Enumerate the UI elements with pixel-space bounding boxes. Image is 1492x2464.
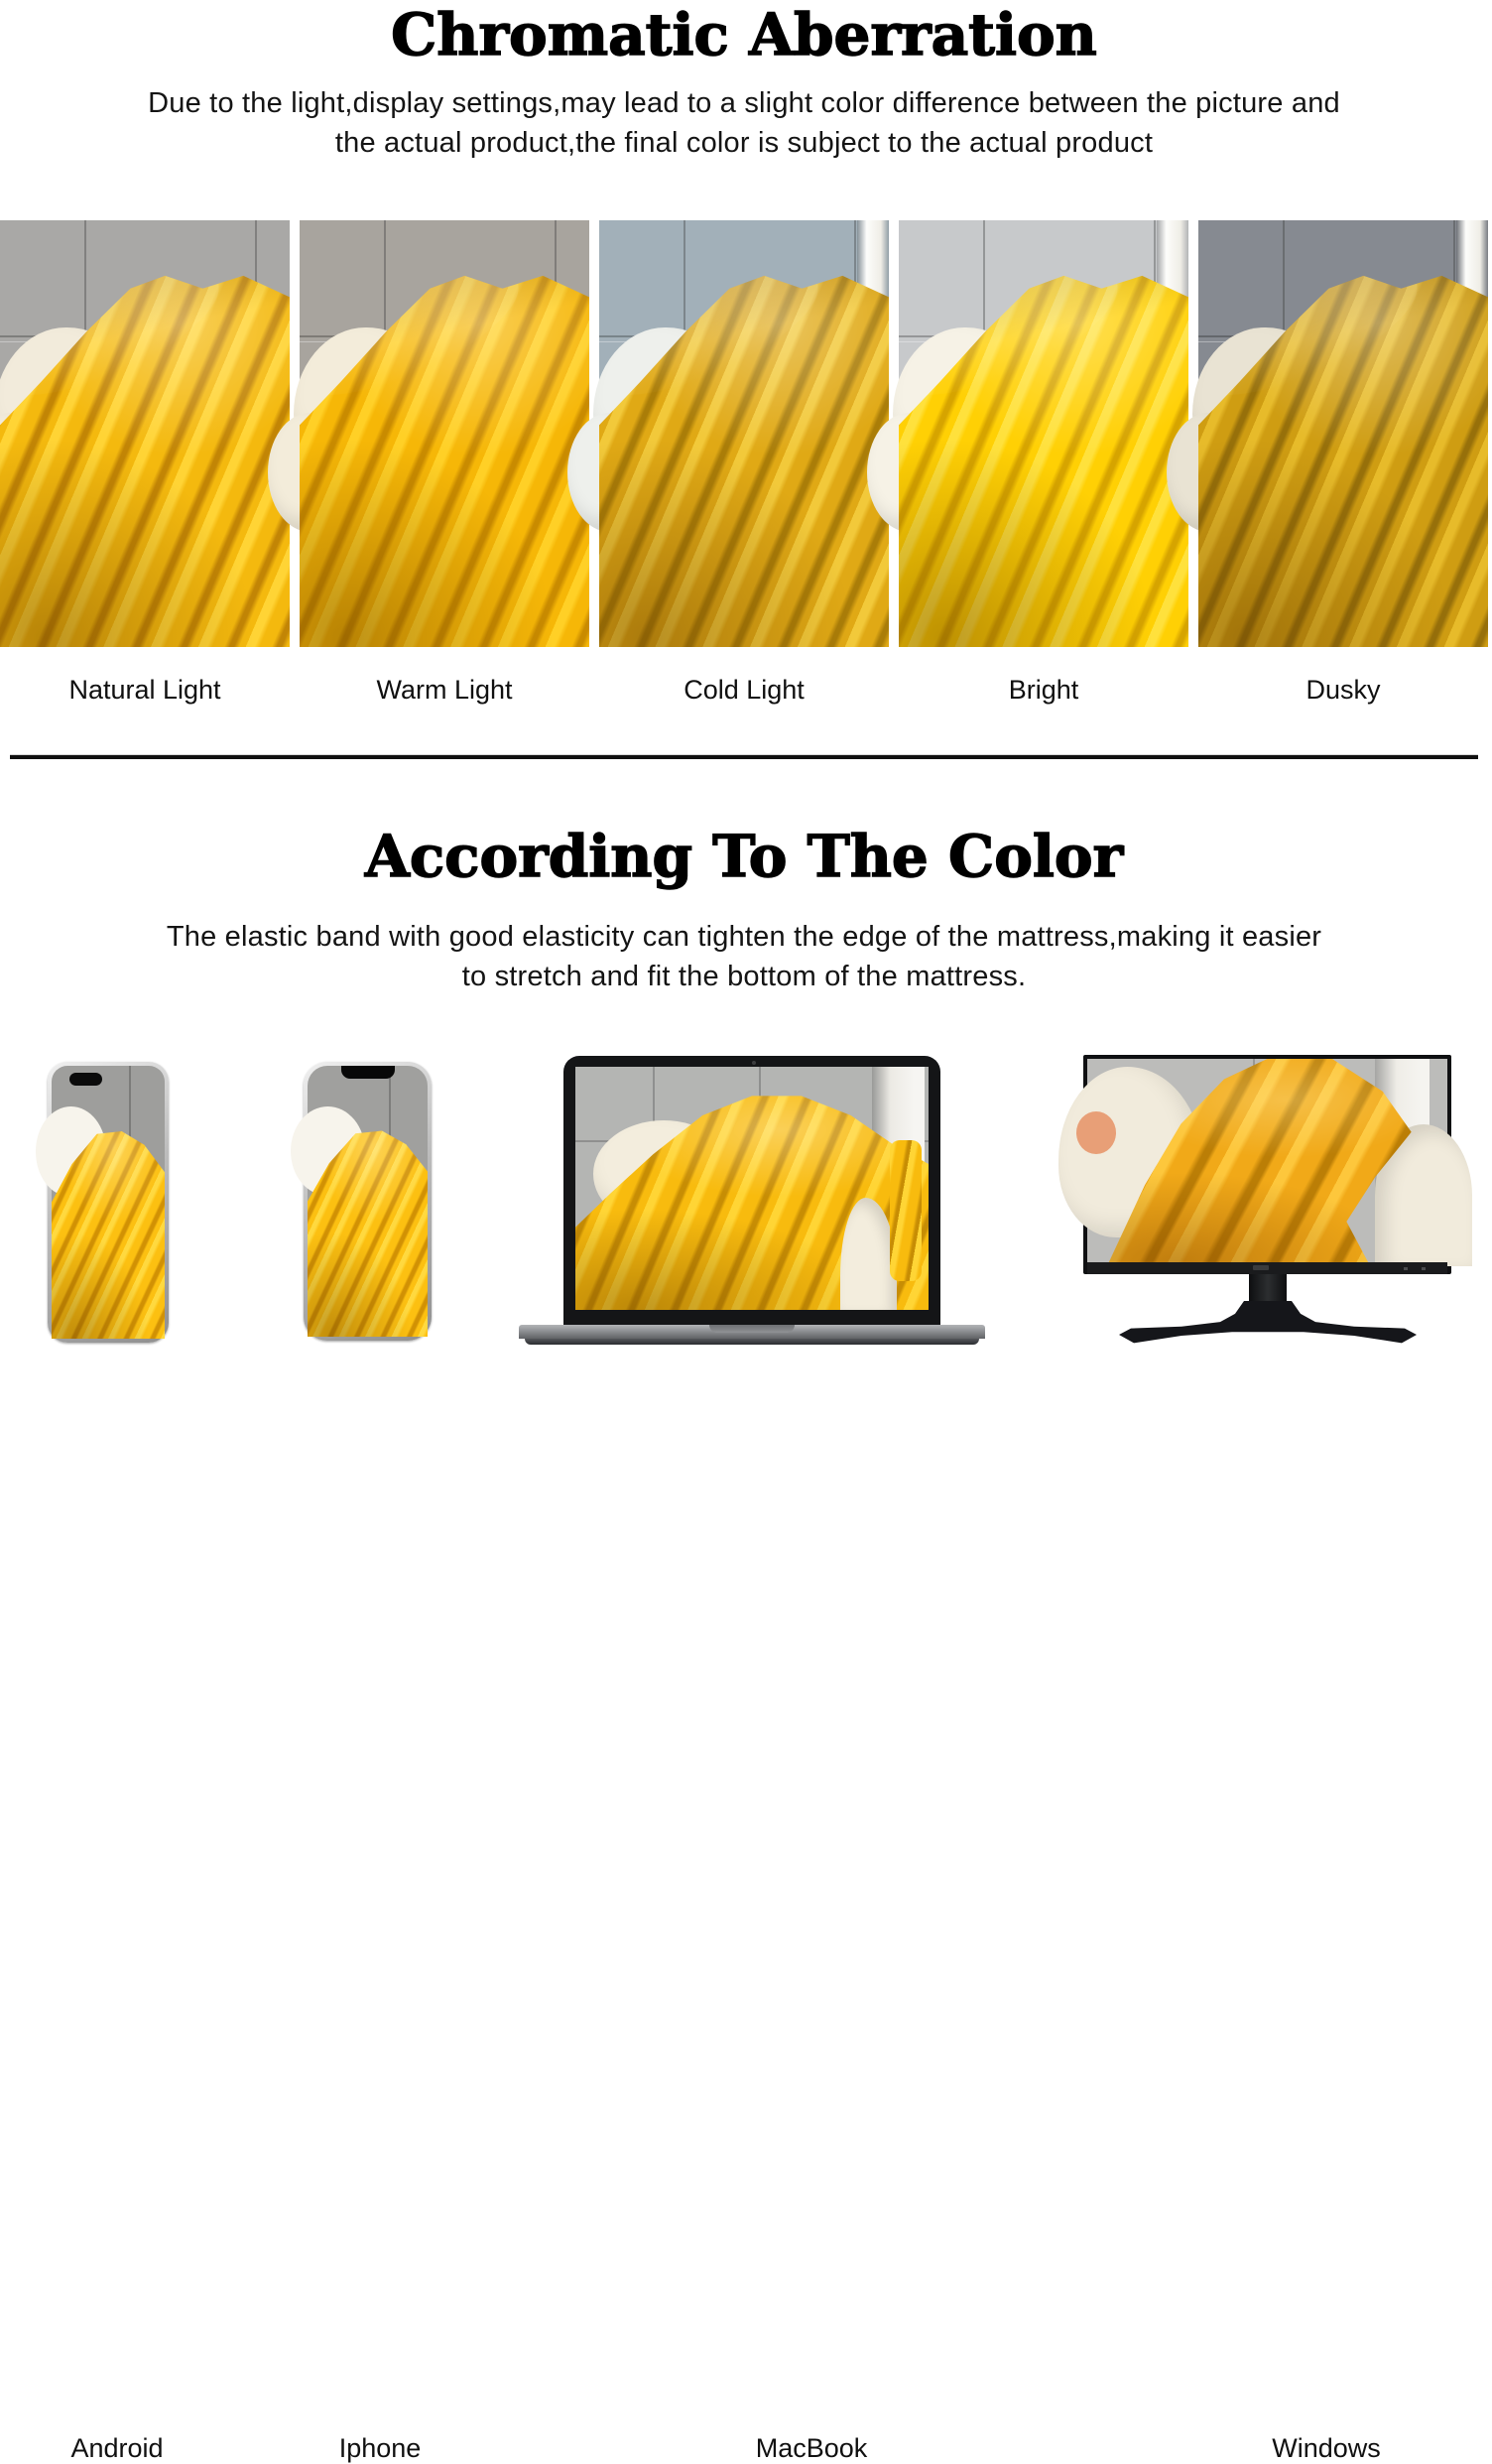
label-windows: Windows	[1272, 2433, 1381, 2463]
macbook-thumb-notch	[709, 1325, 795, 1333]
blanket	[599, 220, 889, 647]
photo-cold-light	[599, 220, 889, 647]
description-line: Due to the light,display settings,may lead to a slight color difference between the picture and	[148, 87, 1340, 119]
blanket	[300, 220, 589, 647]
iphone	[304, 1062, 432, 1341]
section-description	[0, 83, 1488, 163]
android-screen	[52, 1066, 165, 1339]
monitor-screen-bezel	[1083, 1055, 1451, 1274]
monitor-stand-neck	[1249, 1274, 1287, 1304]
blanket-fold-highlight	[0, 242, 235, 421]
macbook-laptop	[519, 1056, 985, 1346]
android-phone	[48, 1062, 169, 1343]
windows-monitor	[1083, 1055, 1451, 1347]
blanket-drape-edge	[890, 1140, 922, 1281]
label-bright: Bright	[1008, 675, 1079, 705]
label-macbook: MacBook	[755, 2433, 868, 2463]
label-warm-light: Warm Light	[376, 675, 513, 705]
blanket	[1198, 220, 1488, 647]
photo-warm-light	[300, 220, 589, 647]
monitor-bottom-bezel	[1087, 1262, 1447, 1274]
photo-bright	[899, 220, 1188, 647]
blanket	[899, 220, 1188, 647]
device-row	[0, 1052, 1488, 2463]
photo-dusky	[1198, 220, 1488, 647]
section-description	[0, 917, 1488, 996]
monitor-button	[1404, 1267, 1408, 1270]
webcam-icon	[752, 1061, 756, 1065]
label-android: Android	[70, 2433, 164, 2463]
macbook-bottom-case	[525, 1339, 979, 1345]
macbook-screen-bezel	[563, 1056, 940, 1325]
iphone-screen	[308, 1066, 428, 1337]
label-iphone: Iphone	[338, 2433, 422, 2463]
monitor-stand-base	[1119, 1301, 1417, 1347]
description-line: The elastic band with good elasticity can tighten the edge of the mattress,making it easier	[166, 921, 1322, 953]
notch-icon	[341, 1066, 395, 1079]
photo-natural-light	[0, 220, 290, 647]
macbook-keyboard-deck	[519, 1325, 985, 1339]
macbook-display	[575, 1067, 929, 1310]
wall-panel-line	[129, 1066, 131, 1137]
label-cold-light: Cold Light	[684, 675, 805, 705]
description-line: to stretch and fit the bottom of the mattress.	[461, 961, 1027, 992]
description-line: the actual product,the final color is subject to the actual product	[334, 127, 1154, 159]
section-title-according-to-color: According To The Color	[364, 823, 1124, 890]
lighting-label-row	[0, 675, 1488, 706]
label-dusky: Dusky	[1306, 675, 1381, 705]
section-title-chromatic-aberration: Chromatic Aberration	[391, 1, 1097, 68]
monitor-logo	[1253, 1265, 1269, 1270]
monitor-display	[1087, 1059, 1447, 1262]
label-natural-light: Natural Light	[68, 675, 221, 705]
front-camera-icon	[69, 1073, 102, 1086]
lighting-photo-row	[0, 220, 1488, 647]
monitor-button	[1422, 1267, 1426, 1270]
section-divider	[10, 754, 1478, 759]
blanket	[0, 220, 290, 647]
